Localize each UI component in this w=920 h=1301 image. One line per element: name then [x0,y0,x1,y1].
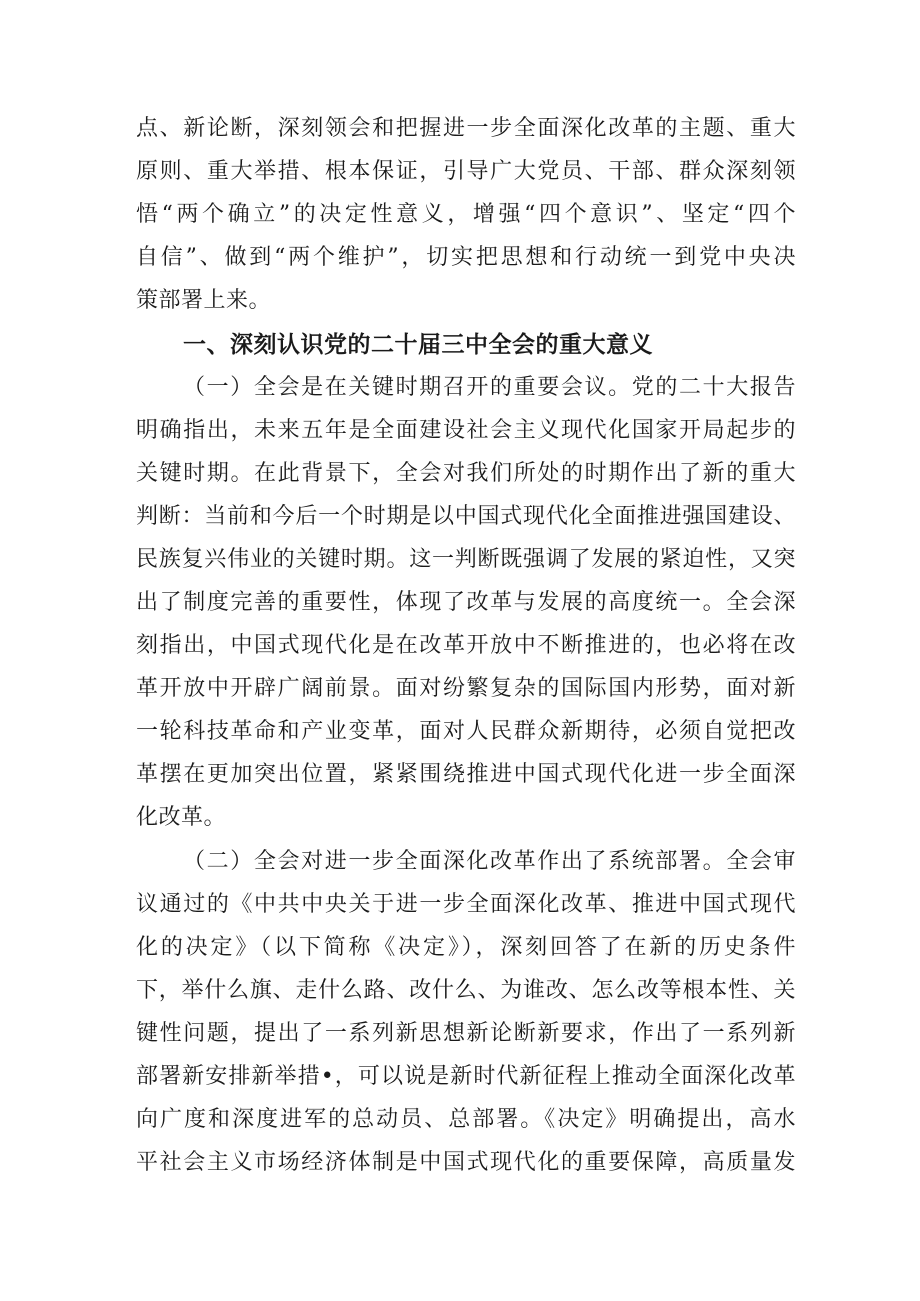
para1-line-11: 化改革。 [136,805,227,830]
intro-line-1: 点、新论断，深刻领会和把握进一步全面深化改革的主题、重大 [136,116,796,141]
para1-line-3: 关键时期。在此背景下，全会对我们所处的时期作出了新的重大 [136,461,796,486]
para1-line-7: 刻指出，中国式现代化是在改革开放中不断推进的，也必将在改 [136,633,796,658]
para1-line-6: 出了制度完善的重要性，体现了改革与发展的高度统一。全会深 [136,590,796,615]
para2-line-2: 议通过的《中共中央关于进一步全面深化改革、推进中国式现代 [136,892,796,917]
para2-line-1: （二）全会对进一步全面深化改革作出了系统部署。全会审 [183,849,796,874]
para1-line-2: 明确指出，未来五年是全面建设社会主义现代化国家开局起步的 [136,418,796,443]
para1-line-9: 一轮科技革命和产业变革，面对人民群众新期待，必须自觉把改 [136,719,796,744]
para1-line-4: 判断：当前和今后一个时期是以中国式现代化全面推进强国建设、 [136,504,796,529]
para2-line-8: 平社会主义市场经济体制是中国式现代化的重要保障，高质量发 [136,1150,796,1175]
para2-line-7: 向广度和深度进军的总动员、总部署。《决定》明确提出，高水 [136,1107,796,1132]
para2-line-5: 键性问题，提出了一系列新思想新论断新要求，作出了一系列新 [136,1021,796,1046]
section-heading: 一、深刻认识党的二十届三中全会的重大意义 [183,332,653,358]
para1-line-8: 革开放中开辟广阔前景。面对纷繁复杂的国际国内形势，面对新 [136,676,796,701]
para1-line-10: 革摆在更加突出位置，紧紧围绕推进中国式现代化进一步全面深 [136,762,796,787]
para2-line-3: 化的决定》（以下简称《决定》），深刻回答了在新的历史条件 [136,935,796,960]
intro-line-2: 原则、重大举措、根本保证，引导广大党员、干部、群众深刻领 [136,159,796,184]
para1-line-5: 民族复兴伟业的关键时期。这一判断既强调了发展的紧迫性，又突 [136,547,796,572]
intro-line-4: 自信”、做到“两个维护”，切实把思想和行动统一到党中央决 [136,245,796,270]
para1-line-1: （一）全会是在关键时期召开的重要会议。党的二十大报告 [183,375,796,400]
intro-line-3: 悟“两个确立”的决定性意义，增强“四个意识”、坚定“四个 [136,202,796,227]
para2-line-4: 下，举什么旗、走什么路、改什么、为谁改、怎么改等根本性、关 [136,978,796,1003]
para2-line-6: 部署新安排新举措•，可以说是新时代新征程上推动全面深化改革 [136,1064,796,1089]
intro-line-5: 策部署上来。 [136,288,272,313]
